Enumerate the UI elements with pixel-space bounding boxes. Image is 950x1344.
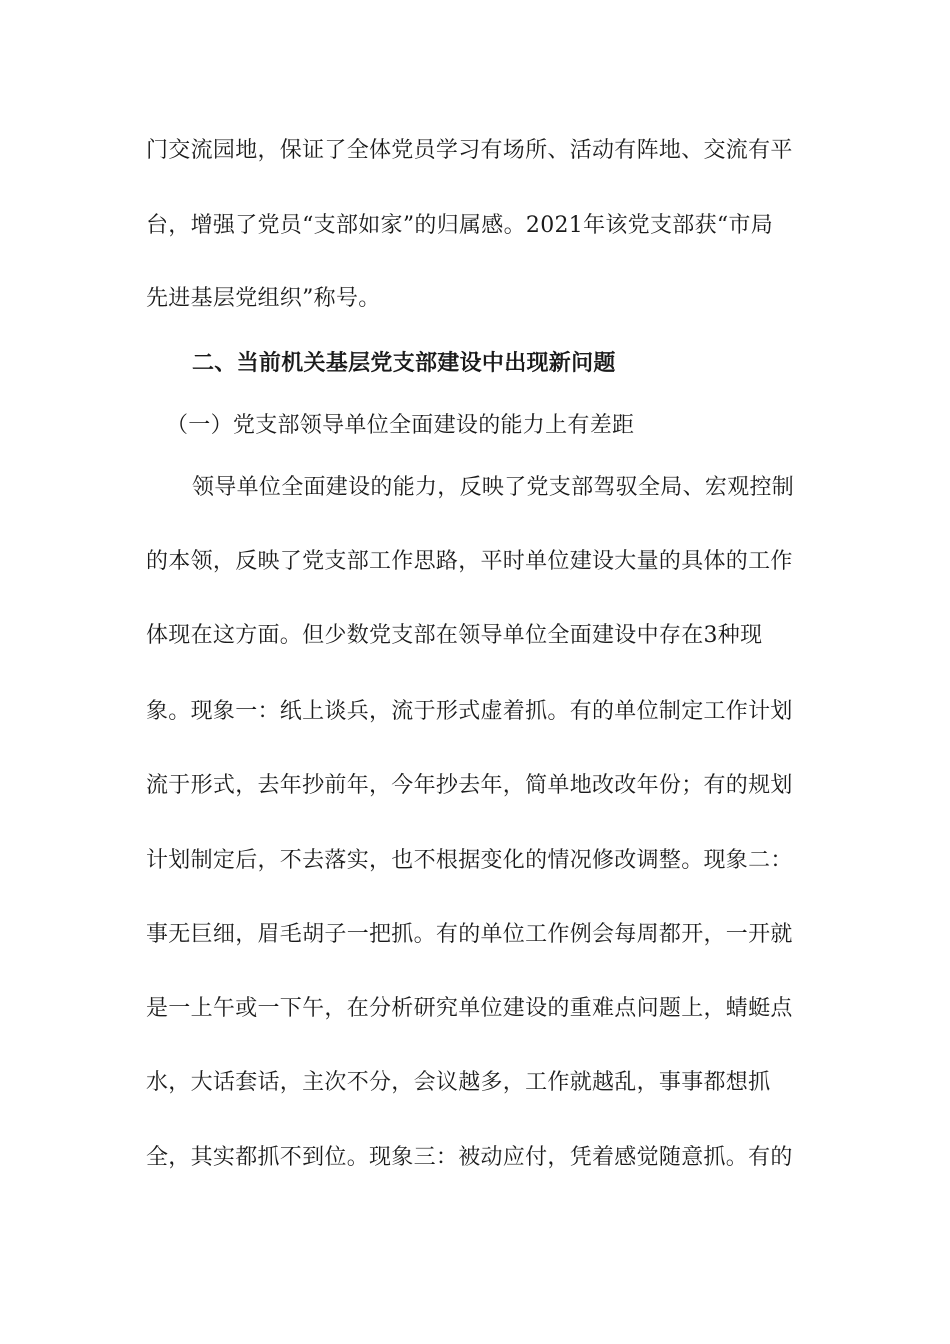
paragraph-line: 门交流园地，保证了全体党员学习有场所、活动有阵地、交流有平 [146, 138, 793, 163]
paragraph-line: 水，大话套话，主次不分，会议越多，工作就越乱，事事都想抓 [146, 1070, 771, 1095]
paragraph-line: 先进基层党组织”称号。 [146, 286, 381, 311]
paragraph-line: 流于形式，去年抄前年，今年抄去年，简单地改改年份；有的规划 [146, 773, 793, 798]
paragraph-line: 体现在这方面。但少数党支部在领导单位全面建设中存在3种现 [146, 623, 763, 648]
section-heading: 二、当前机关基层党支部建设中出现新问题 [192, 351, 616, 376]
paragraph-line: 领导单位全面建设的能力，反映了党支部驾驭全局、宏观控制 [192, 475, 795, 500]
paragraph-line: 台，增强了党员“支部如家”的归属感。2021年该党支部获“市局 [146, 213, 774, 238]
subsection-heading: （一）党支部领导单位全面建设的能力上有差距 [166, 413, 635, 438]
paragraph-line: 的本领，反映了党支部工作思路，平时单位建设大量的具体的工作 [146, 549, 793, 574]
paragraph-line: 计划制定后，不去落实，也不根据变化的情况修改调整。现象二： [146, 848, 793, 873]
paragraph-line: 全，其实都抓不到位。现象三：被动应付，凭着感觉随意抓。有的 [146, 1145, 793, 1170]
paragraph-line: 事无巨细，眉毛胡子一把抓。有的单位工作例会每周都开，一开就 [146, 922, 793, 947]
paragraph-line: 象。现象一：纸上谈兵，流于形式虚着抓。有的单位制定工作计划 [146, 699, 793, 724]
paragraph-line: 是一上午或一下午，在分析研究单位建设的重难点问题上，蜻蜓点 [146, 996, 793, 1021]
